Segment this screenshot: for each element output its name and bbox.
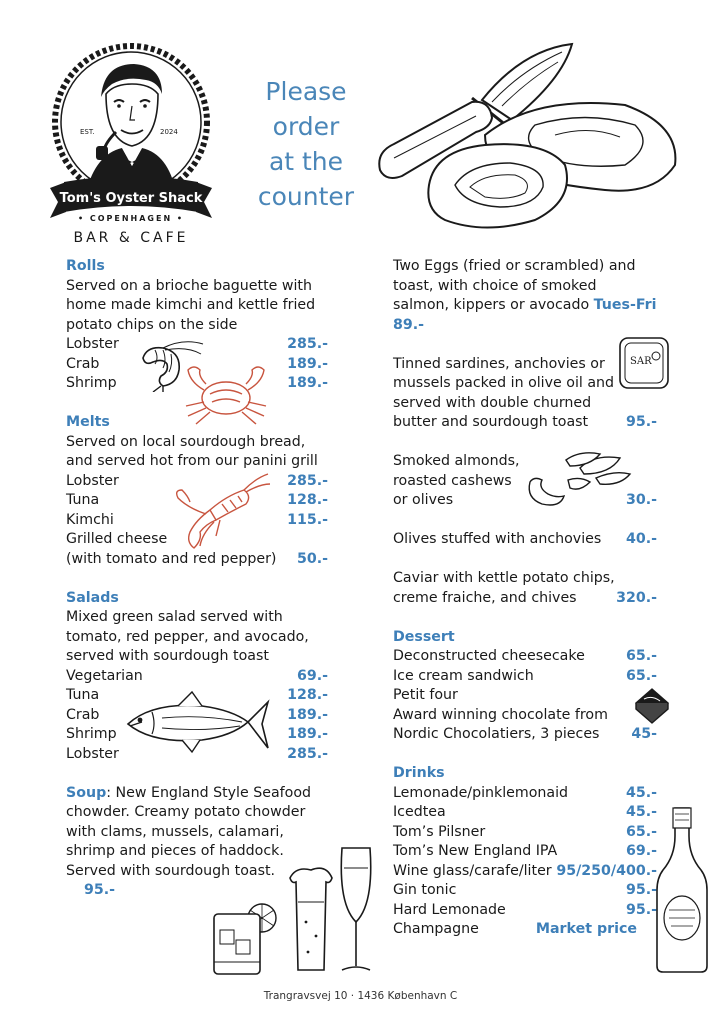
item-price: 115.- — [287, 511, 328, 528]
salads-description: Mixed green salad served with tomato, red pepper, and avocado, served with sourdough toast — [66, 609, 309, 664]
item-name: Shrimp — [66, 726, 117, 742]
section-title-drinks: Drinks — [393, 765, 445, 781]
section-title-salads: Salads — [66, 589, 119, 606]
logo-year: 2024 — [160, 128, 178, 136]
menu-item — [393, 842, 657, 862]
item-name: Grilled cheese — [66, 531, 168, 547]
item-name: Tuna — [66, 492, 100, 508]
sardine-tin-label: SAR — [630, 356, 652, 367]
sardine-tin-icon — [616, 334, 672, 392]
item-name: Deconstructed cheesecake — [393, 648, 585, 664]
logo-subtitle: BAR & CAFE — [73, 230, 189, 246]
champagne-flute-icon — [336, 844, 376, 976]
menu-item — [66, 550, 328, 570]
item-name: Gin tonic — [393, 882, 457, 898]
item-price: 45.- — [625, 784, 657, 801]
item-name: Lemonade/pinklemonaid — [393, 784, 569, 801]
menu-item — [393, 823, 657, 843]
item-price: 285.- — [287, 472, 328, 489]
cocktail-glass-icon — [208, 900, 284, 978]
menu-item — [393, 920, 657, 940]
menu-item — [393, 725, 657, 745]
menu-item — [66, 667, 328, 687]
item-name: Vegetarian — [66, 667, 143, 684]
item-name: Crab — [66, 706, 100, 723]
item-name: Champagne — [393, 921, 479, 937]
item-price: 285.- — [287, 745, 328, 762]
menu-item — [393, 784, 657, 804]
item-price: 50.- — [296, 550, 328, 567]
melts-description: Served on local sourdough bread, and served hot from our panini grill — [66, 433, 318, 469]
item-price: 285.- — [287, 336, 328, 352]
order-note-line: counter — [257, 182, 355, 211]
item-price: 65.- — [625, 823, 657, 840]
section-title-melts: Melts — [66, 414, 110, 430]
footer-address: Trangravsvej 10 · 1436 København C — [263, 990, 458, 1002]
nuts-price: 30.- — [625, 492, 657, 508]
beer-glass-icon — [286, 862, 336, 974]
item-description: Nordic Chocolatiers, 3 pieces — [393, 726, 600, 742]
item-price: 128.- — [287, 492, 328, 508]
lobster-icon — [170, 470, 272, 552]
item-price: 65.- — [625, 667, 657, 684]
caviar-price: 320.- — [616, 589, 657, 606]
item-price: 69.- — [296, 667, 328, 684]
item-price: 45- — [631, 726, 657, 742]
oyster-icon — [425, 95, 685, 235]
item-price: 65.- — [625, 648, 657, 664]
menu-item — [393, 901, 657, 921]
item-name: Hard Lemonade — [393, 901, 506, 918]
item-price: 128.- — [287, 687, 328, 703]
item-price: 95/250/400.- — [556, 862, 657, 879]
menu-item — [393, 667, 657, 687]
tinned-price: 95.- — [625, 414, 657, 430]
item-name: Ice cream sandwich — [393, 667, 534, 684]
item-name: Kimchi — [66, 511, 114, 528]
item-description: Award winning chocolate from — [393, 706, 608, 723]
tuna-fish-icon — [122, 688, 272, 760]
caviar-line: Caviar with kettle potato chips, — [393, 570, 615, 586]
chocolate-icon — [632, 685, 672, 725]
logo-city: • COPENHAGEN • — [77, 214, 185, 223]
item-name: Lobster — [66, 472, 119, 489]
soup-price: 95.- — [84, 882, 116, 898]
eggs-item — [393, 257, 657, 335]
menu-item — [393, 881, 657, 901]
item-name: Icedtea — [393, 804, 446, 820]
item-name: Tom’s New England IPA — [393, 843, 558, 859]
section-title-soup: Soup — [66, 784, 107, 801]
item-name: Crab — [66, 355, 100, 372]
menu-item — [393, 803, 657, 823]
item-price: 189.- — [287, 726, 328, 742]
item-name: Tuna — [66, 687, 100, 703]
nuts-line: Smoked almonds, — [393, 453, 520, 469]
champagne-bottle-icon — [655, 806, 709, 974]
caviar-line: creme fraiche, and chives — [393, 589, 577, 606]
order-note-line: at the — [268, 147, 344, 176]
nuts-line: roasted cashews — [393, 472, 512, 489]
item-price: 45.- — [625, 804, 657, 820]
item-name: Lobster — [66, 745, 119, 762]
almonds-cashews-icon — [520, 448, 632, 510]
section-title-rolls: Rolls — [66, 258, 105, 274]
logo-est-label: EST. — [80, 128, 95, 136]
menu-item — [393, 862, 657, 882]
item-price: 69.- — [625, 843, 657, 859]
nuts-line: or olives — [393, 492, 454, 508]
eggs-days: Tues-Fri — [593, 297, 657, 313]
order-note — [248, 74, 364, 214]
item-description: (with tomato and red pepper) — [66, 550, 277, 567]
eggs-price: 89.- — [393, 316, 425, 333]
item-price: 40.- — [625, 531, 657, 547]
tinned-description: Tinned sardines, anchovies or mussels packed in olive oil and served with double churned butter and sourdough toast — [393, 355, 615, 430]
item-price: 189.- — [287, 355, 328, 372]
item-name: Olives stuffed with anchovies — [393, 531, 602, 547]
item-name: Petit four — [393, 687, 458, 703]
item-price: 189.- — [287, 375, 328, 391]
item-price: 95.- — [625, 882, 657, 898]
order-note-line: Please — [265, 77, 347, 106]
item-name: Tom’s Pilsner — [393, 823, 486, 840]
item-price: 95.- — [625, 901, 657, 918]
rolls-description: Served on a brioche baguette with home made kimchi and kettle fried potato chips on the side — [66, 277, 316, 333]
logo-name: Tom's Oyster Shack — [59, 191, 203, 206]
item-name: Shrimp — [66, 375, 117, 391]
order-note-line: order — [272, 112, 340, 141]
crab-icon — [180, 360, 272, 426]
caviar-item — [393, 569, 657, 608]
item-name: Wine glass/carafe/liter — [393, 862, 552, 879]
olives-item — [393, 530, 657, 550]
eggs-description: Two Eggs (fried or scrambled) and toast, with choice of smoked salmon, kippers or avocado — [393, 258, 636, 313]
item-price: Market price — [535, 921, 637, 937]
item-price: 189.- — [287, 706, 328, 723]
menu-item — [393, 647, 657, 667]
section-title-dessert: Dessert — [393, 628, 455, 645]
item-name: Lobster — [66, 336, 119, 352]
soup-description: : New England Style Seafood chowder. Creamy potato chowder with clams, mussels, calamari, shrimp and pieces of haddock. Served with sourdough toast. — [66, 784, 312, 879]
